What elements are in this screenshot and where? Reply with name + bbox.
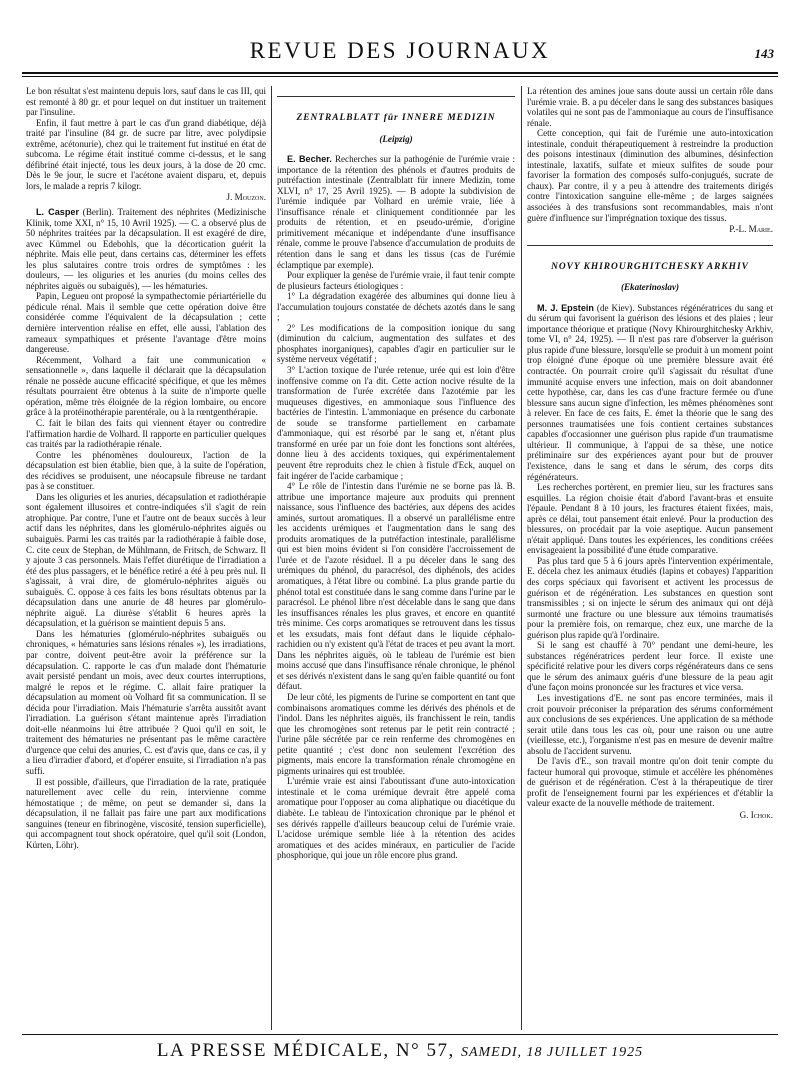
paragraph-text: (de Kiev). Substances régénératrices du sang et du sérum qui favorisent la guérison des lésions et des plaies ; leur importance théorique et pratique (Novy Khirourghitchesky Arkhiv, tome VI, n° 24, 1925). — Il n'est pas rare d'observer la guérison plus rapide d'une blessure, lorsqu'elle se produit à un moment point trop éloigné d'une époque où une première blessure avait été contractée. On pourrait croire qu'il s'agissait du résultat d'une immunité acquise envers une infection, mais on doit abandonner cette hypothèse, car, dans les cas d'une fracture fermée ou d'une blessure sans aucun signe d'infection, les mêmes phénomènes sont à relever. En face de ces faits, E. émet la théorie que le sang des personnes traumatisées une fois contient certaines substances capables d'occasionner une guérison plus rapide d'un traumatisme ultérieur. Il communique, à l'appui de sa thèse, une notice préliminaire sur des expériences ayant pour but de prouver l'existence, dans le sang et dans le sérum, des corps dits régénérateurs. — [527, 302, 773, 482]
paragraph-text: De leur côté, les pigments de l'urine se comportent en tant que combinaisons aromatiques comme les dérivés des phénols et de l'indol. Dans les néphrites aiguës, ils franchissent le rein, tandis que les chromogènes sont retenus par le petit rein contracté ; l'urine pâle sécrétée par ce rein renferme des chromogènes en petite quantité ; c'est donc non seulement l'excrétion des pigments, mais encore la transformation rénale chromogène en pigments urinaires qui est troublée. — [277, 691, 515, 776]
paragraph-text: Dans les oliguries et les anuries, décapsulation et radiothérapie sont également illusoires et contre-indiquées s'il s'agit de rein atrophique. Par contre, l'une et l'autre ont de beaux succès à leur actif dans les néphrites, dans les glomérulo-néphrites aiguës ou subaiguës. Parmi les cas traités par la radiothérapie à faible dose, C. cite ceux de Stephan, de Mühlmann, de Fritsch, de Schwarz. Il y ajoute 3 cas personnels. Mais l'effet diurétique de l'irradiation a été des plus passagers, et le bénéfice retiré a été à peu près nul. Il s'agissait, à vrai dire, de glomérulo-néphrites aiguës ou subaiguës. C. oppose à ces faits les bons résultats obtenus par la décapsulation dans une anurie de 48 heures par glomérulo-néphrite aiguë. La diurèse s'établit 6 heures après la décapsulation, et la guérison se maintient depuis 5 ans. — [26, 491, 266, 629]
footer-rule — [22, 1034, 778, 1035]
paragraph — [527, 482, 773, 556]
paragraph-text: (Berlin). Traitement des néphrites (Medizinische Klinik, tome XXI, n° 15, 10 Avril 1925). — C. a observé plus de 50 néphrites traitées par la décapsulation. Il est exagéré de dire, avec Kümmel ou Edebohls, que la décortication guérit la néphrite. Mais elle peut, dans certains cas, déterminer les effets les plus salutaires contre trois ordres de symptômes : les douleurs, — les oliguries et les anuries (du moins celles des néphrites aiguës ou subaiguës), — les hématuries. — [26, 207, 266, 291]
page-footer — [22, 1040, 778, 1062]
journal-city: (Leipzig) — [379, 133, 413, 144]
paragraph — [277, 481, 515, 692]
paragraph-text: Enfin, il faut mettre à part le cas d'un grand diabétique, déjà traité par l'insuline (84 gr. de sucre par litre, avec polydipsie extrême, acétonurie), chez qui le traitement fut institué en état de subcoma. Le régime était institué comme ci-dessus, et le sang défibriné était injecté, tous les deux jours, à la dose de 20 cmc. Dès le 9e jour, le sucre et l'acétone avaient disparu, et, depuis lors, le malade a repris 7 kilogr. — [26, 117, 266, 191]
page-number: 143 — [754, 46, 774, 61]
footer-issue: N° 57, — [395, 1040, 455, 1061]
paragraph — [277, 365, 515, 481]
abstract-author: E. Becher. — [287, 154, 332, 165]
paragraph — [527, 640, 773, 693]
header-rule — [22, 72, 778, 74]
paragraph-text: L'urémie vraie est ainsi l'aboutissant d'une auto-intoxication intestinale et le coma urémique devrait être appelé coma aromatique pour l'opposer au coma aliphatique ou diacétique du diabète. Le tableau de l'intoxication chronique par le phénol et ses dérivés rappelle d'ailleurs beaucoup celui de l'urémie vraie. L'acidose urémique semble liée à la rétention des acides aromatiques et des acides minéraux, en particulier de l'acide phosphorique, qui joue un rôle encore plus grand. — [277, 776, 515, 861]
abstract-author: L. Casper — [36, 207, 79, 218]
abstract-paragraph — [26, 207, 266, 291]
paragraph-text: 4° Le rôle de l'intestin dans l'urémie ne se borne pas là. B. attribue une importance majeure aux produits qui prennent naissance, sous l'influence des bactéries, aux dépens des acides aminés, surtout aromatiques. Il a observé un parallélisme entre les accidents urémiques et l'augmentation dans le sang des produits aromatiques de la putréfaction intestinale, parallélisme qui est bien moins évident si l'on considère l'accroissement de l'urée et de l'azote résiduel. Il a pu déceler dans le sang des urémiques du phénol, du paracrésol, des diphénols, des acides aromatiques, à l'état libre ou combiné. La plus grande partie du phénol total est constituée dans le sang comme dans l'urine par le paracrésol. Le phénol libre n'est décelable dans le sang que dans les insuffisances rénales les plus graves, et encore en quantité très minime. Ces corps aromatiques se retrouvent dans les tissus et les exsudats, mais font défaut dans le liquide céphalo-rachidien ou n'y existent qu'à l'état de traces et peu avant la mort. Dans les néphrites aiguës, où le tableau de l'urémie est bien moins accusé que dans l'insuffisance rénale chronique, le phénol et ses dérivés n'existent dans le sang qu'en faible quantité ou font défaut. — [277, 481, 515, 692]
paragraph — [527, 86, 773, 128]
paragraph — [277, 270, 515, 291]
section-divider — [527, 245, 773, 246]
column-divider-1 — [271, 86, 272, 1030]
paragraph — [277, 776, 515, 860]
paragraph — [26, 291, 266, 354]
paragraph — [527, 556, 773, 640]
paragraph — [527, 128, 773, 223]
journal-title: ZENTRALBLATT für INNERE MEDIZIN — [296, 113, 496, 123]
paragraph-text: La rétention des amines joue sans doute aussi un certain rôle dans l'urémie vraie. B. a pu déceler dans le sang des substances basiques volatiles qui ne sont pas de l'ammoniaque au cours de l'insuffisance rénale. — [527, 86, 773, 128]
paragraph-text: Recherches sur la pathogénie de l'urémie vraie : importance de la rétention des phénols et d'autres produits de putréfaction intestinale (Zentralblatt für innere Medizin, tome XLVI, n° 17, 25 Avril 1925). — B adopte la subdivision de l'urémie indiquée par Volhard en urémie vraie, liée à l'insuffisance rénale et cliniquement conditionnée par les produits de rétention, et en pseudo-urémie, d'origine primitivement mécanique et indépendante d'une insuffisance rénale, comme le prouve l'absence d'accumulation de produits de rétention dans le sang et dans les tissus (cas de l'urémie éclamptique par exemple). — [277, 154, 515, 270]
paragraph-text: De l'avis d'E., son travail montre qu'on doit tenir compte du facteur humoral qui provoque, stimule et accélère les phénomènes de guérison et de régénération. C'est à la thérapeutique de tirer profit de l'enseignement fourni par les expériences et d'établir la valeur exacte de la nouvelle méthode de traitement. — [527, 756, 773, 809]
paragraph — [527, 693, 773, 756]
paragraph-text: Le bon résultat s'est maintenu depuis lors, sauf dans le cas III, qui est remonté à 80 gr. et pour lequel on dut instituer un traitement par l'insuline. — [26, 86, 266, 118]
abstract-paragraph — [527, 303, 773, 482]
paragraph — [26, 418, 266, 450]
paragraph-text: Papin, Legueu ont proposé la sympathectomie périartérielle du pédicule rénal. Mais il semble que cette opération doive être considérée comme l'équivalent de la décapsulation ; cette dernière intervention réalise en effet, elle aussi, l'ablation des rameaux sympathiques et présente l'avantage d'être moins dangereuse. — [26, 291, 266, 355]
column-2 — [277, 86, 515, 1030]
abstract-paragraph — [277, 154, 515, 270]
abstract-author: M. J. Epstein — [537, 302, 594, 313]
paragraph — [277, 323, 515, 365]
paragraph-text: Contre les phénomènes douloureux, l'action de la décapsulation est bien établie, bien que, à la suite de l'opération, des récidives se produisent, une néocapsule fibreuse ne tardant pas à se constituer. — [26, 449, 266, 492]
paragraph-text: C. fait le bilan des faits qui viennent étayer ou contredire l'affirmation hardie de Volhard. Il rapporte en particulier quelques cas traités par la radiothérapie rénale. — [26, 417, 266, 450]
author-signature: J. Mouzon. — [226, 192, 266, 203]
page-header — [22, 36, 778, 70]
paragraph — [26, 777, 266, 851]
paragraph-text: Pour expliquer la genèse de l'urémie vraie, il faut tenir compte de plusieurs facteurs étiologiques : — [277, 270, 515, 291]
column-1 — [26, 86, 266, 1030]
paragraph — [26, 118, 266, 192]
journal-title: NOVY KHIROURGHITCHESKY ARKHIV — [551, 261, 749, 272]
paragraph-text: Récemment, Volhard a fait une communication « sensationnelle », dans laquelle il déclarait que la décapsulation rénale ne possède aucune efficacité spécifique, et que les mêmes résultats pourraient être obtenus à la suite de n'importe quelle opération, même très éloignée de la région lombaire, ou encore grâce à la protéinothérapie parentérale, ou à la rœntgenthérapie. — [26, 354, 266, 418]
paragraph-text: Les recherches portèrent, en premier lieu, sur les fractures sans esquilles. La région choisie était d'abord l'avant-bras et ensuite l'épaule. Pendant 8 à 10 jours, les fractures étaient fixées, mais, après ce délai, tout pansement était enlevé. Pour la production des blessures, on procédait par la voie aseptique. Aucun pansement n'était appliqué. Dans toutes les expériences, les conditions créées envisageaient la possibilité d'une étude comparative. — [527, 482, 773, 556]
column-3 — [527, 86, 773, 1030]
paragraph-text: Il est possible, d'ailleurs, que l'irradiation de la rate, pratiquée naturellement avec celle du rein, intervienne comme hémostatique ; de même, on peut se demander si, dans la décapsulation, il ne fallait pas faire une part aux modifications sanguines (teneur en fibrinogène, viscosité, tension superficielle), qui accompagnent tout shock opératoire, quel qu'il soit (London, Kürten, Löhr). — [26, 776, 266, 850]
paragraph — [26, 629, 266, 777]
author-signature: G. Ichok. — [739, 810, 773, 820]
header-rule-thin — [22, 76, 778, 77]
journal-city: (Ekaterinoslav) — [620, 282, 680, 293]
column-divider-2 — [521, 86, 522, 1030]
paragraph — [527, 756, 773, 809]
page-title: REVUE DES JOURNAUX — [249, 38, 551, 63]
paragraph-text: 3° L'action toxique de l'urée retenue, urée qui est loin d'être inoffensive comme on l'a dit. Cette action nocive résulte de la transformation de l'urée excrétée dans l'azotémie par les muqueuses digestives, en ammoniaque sous l'influence des bactéries de l'intestin. L'ammoniaque en présence du carbonate de soude se transforme partiellement en carbamate d'ammoniaque, qui est résorbé par le sang et, n'étant plus transformé en urée par un foie dont les fonctions sont altérées, donne lieu à des accidents toxiques, qui expérimentalement peuvent être reproduits chez le chien à fistule d'Eck, auquel on fait ingérer de l'acide carbamique ; — [277, 365, 515, 481]
paragraph — [26, 492, 266, 629]
paragraph — [277, 692, 515, 776]
paragraph-text: Dans les hématuries (glomérulo-néphrites subaiguës ou chroniques, « hématuries sans lésions rénales »), les irradiations, par contre, doivent peut-être avoir la préférence sur la décapsulation. C. rapporte le cas d'un malade dont l'hématurie avait persisté pendant un mois, avec deux courtes interruptions, malgré le repos et le régime. C. allait faire pratiquer la décapsulation au moment où Volhard fit sa communication. Il se décida pour l'irradiation. Mais l'hématurie s'arrêta aussitôt avant l'irradiation. La guérison s'étant maintenue après l'irradiation doit-elle néanmoins lui être attribuée ? Quoi qu'il en soit, le traitement des hématuries ne présentant pas le même caractère d'urgence que celui des anuries, C. est d'avis que, dans ce cas, il y a lieu d'irradier d'abord, et d'opérer ensuite, si l'irradiation n'a pas suffi. — [26, 628, 266, 776]
paragraph — [26, 86, 266, 118]
paragraph — [26, 450, 266, 492]
paragraph-text: Les investigations d'E. ne sont pas encore terminées, mais il croit pouvoir préconiser la préparation des sérums conformément aux conclusions de ses expériences. Une application de sa méthode serait utile dans tous les cas où, pour une raison ou une autre (vieillesse, etc.), l'organisme n'est pas en mesure de devenir maître absolu de l'accident survenu. — [527, 692, 773, 756]
paragraph — [26, 355, 266, 418]
paragraph-text: 2° Les modifications de la composition ionique du sang (diminution du calcium, augmentation des sulfates et des phosphates inorganiques), capables d'agir en particulier sur le système nerveux végétatif ; — [277, 322, 515, 365]
footer-journal: LA PRESSE MÉDICALE, — [156, 1040, 390, 1061]
paragraph-text: 1° La dégradation exagérée des albumines qui donne lieu à l'accumulation toujours constatée de déchets azotés dans le sang ; — [277, 291, 515, 323]
paragraph-text: Si le sang est chauffé à 70° pendant une demi-heure, les substances régénératrices perdent leur force. Il existe une spécificité relative pour les divers corps régénérateurs dans ce sens que le sérum des animaux guéris d'une blessure de la peau agit d'une façon moins prononcée sur les fractures et vice versa. — [527, 640, 773, 693]
section-divider — [277, 96, 515, 97]
paragraph-text: Pas plus tard que 5 à 6 jours après l'intervention expérimentale, E. décela chez les animaux étudiés (lapins et cobayes) l'apparition des corps spéciaux qui favorisent et activent les processus de guérison et de régénération. Les substances en question sont transmissibles ; si on injecte le sérum des animaux qui ont déjà surmonté une fracture ou une blessure aux témoins traumatisés pour la première fois, on remarque, chez eux, une marche de la guérison plus rapide qu'à l'ordinaire. — [527, 555, 773, 640]
footer-date: SAMEDI, 18 JUILLET 1925 — [460, 1045, 644, 1060]
paragraph-text: Cette conception, qui fait de l'urémie une auto-intoxication intestinale, conduit thérapeutiquement à restreindre la production des poisons intestinaux (diminution des albumines, désinfection intestinale, laxatifs, sulfate et mieux sulfites de soude pour favoriser la formation des composés sulfo-conjugués, sucrate de chaux). Par contre, il y a peu à attendre des traitements dirigés contre l'intoxication sanguine elle-même ; de larges saignées associées à des transfusions sont recommandables, mais n'ont guère d'influence sur l'imprégnation toxique des tissus. — [527, 128, 773, 223]
author-signature: P.-L. Marie. — [729, 224, 773, 235]
paragraph — [277, 291, 515, 323]
